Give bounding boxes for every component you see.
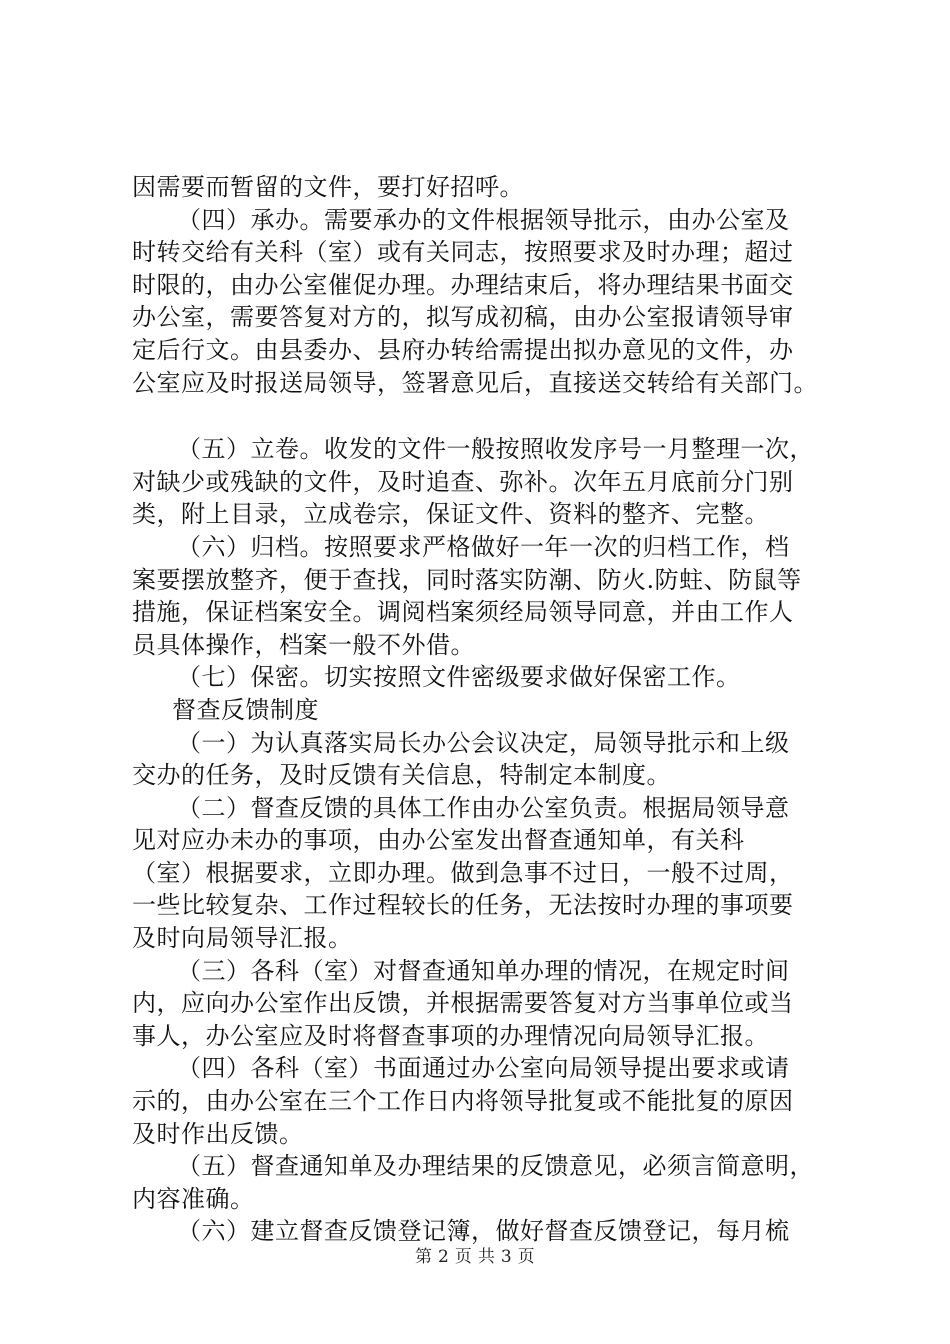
text-line: （一）为认真落实局长办公会议决定，局领导批示和上级	[177, 728, 790, 757]
text-line: （五）督查通知单及办理结果的反馈意见，必须言简意明，	[177, 1152, 814, 1181]
text-line: （室）根据要求，立即办理。做到急事不过日，一般不过周，	[132, 858, 794, 887]
document-body	[132, 171, 822, 1248]
text-line: 及时作出反馈。	[132, 1119, 304, 1148]
text-line: 示的，由办公室在三个工作日内将领导批复或不能批复的原因	[132, 1087, 794, 1116]
text-line: 因需要而暂留的文件，要打好招呼。	[132, 173, 524, 201]
text-line: （三）各科（室）对督查通知单办理的情况，在规定时间	[177, 956, 790, 985]
text-line: 内容准确。	[132, 1184, 255, 1213]
text-line: 一些比较复杂、工作过程较长的任务，无法按时办理的事项要	[132, 891, 794, 920]
text-line: 措施，保证档案安全。调阅档案须经局领导同意，并由工作人	[132, 598, 794, 627]
text-line: 办公室，需要答复对方的，拟写成初稿，由办公室报请领导审	[132, 303, 794, 332]
text-line: （六）归档。按照要求严格做好一年一次的归档工作，档	[177, 532, 790, 561]
text-line: 类，附上目录，立成卷宗，保证文件、资料的整齐、完整。	[132, 500, 769, 529]
text-line: 定后行文。由县委办、县府办转给需提出拟办意见的文件，办	[132, 335, 794, 364]
text-line: 见对应办未办的事项，由办公室发出督查通知单，有关科	[132, 826, 745, 855]
text-line: 案要摆放整齐，便于查找，同时落实防潮、防火.防蛀、防鼠等	[132, 565, 802, 594]
text-line: 时限的，由办公室催促办理。办理结束后，将办理结果书面交	[132, 270, 794, 299]
page-number-footer: 第 2 页 共 3 页	[415, 1247, 535, 1267]
text-line: （四）各科（室）书面通过办公室向局领导提出要求或请	[177, 1054, 790, 1083]
text-line: 对缺少或残缺的文件，及时追查、弥补。次年五月底前分门别	[132, 467, 794, 496]
text-line: （五）立卷。收发的文件一般按照收发序号一月整理一次，	[177, 435, 814, 464]
text-line: 时转交给有关科（室）或有关同志，按照要求及时办理；超过	[132, 238, 794, 267]
text-line: 交办的任务，及时反馈有关信息，特制定本制度。	[132, 761, 671, 790]
text-line: （四）承办。需要承办的文件根据领导批示，由办公室及	[177, 205, 790, 234]
text-line: 内，应向办公室作出反馈，并根据需要答复对方当事单位或当	[132, 989, 794, 1018]
text-line: （七）保密。切实按照文件密级要求做好保密工作。	[177, 663, 741, 692]
text-line: 及时向局领导汇报。	[132, 924, 353, 953]
section-heading: 督查反馈制度	[172, 695, 319, 724]
text-line: 公室应及时报送局领导，签署意见后，直接送交转给有关部门。	[132, 368, 818, 397]
text-line: 员具体操作，档案一般不外借。	[132, 630, 475, 659]
text-line: （六）建立督查反馈登记簿，做好督查反馈登记，每月梳	[177, 1217, 790, 1246]
text-line: 事人，办公室应及时将督查事项的办理情况向局领导汇报。	[132, 1021, 769, 1050]
paragraph-gap	[132, 399, 822, 433]
text-line: （二）督查反馈的具体工作由办公室负责。根据局领导意	[177, 793, 790, 822]
